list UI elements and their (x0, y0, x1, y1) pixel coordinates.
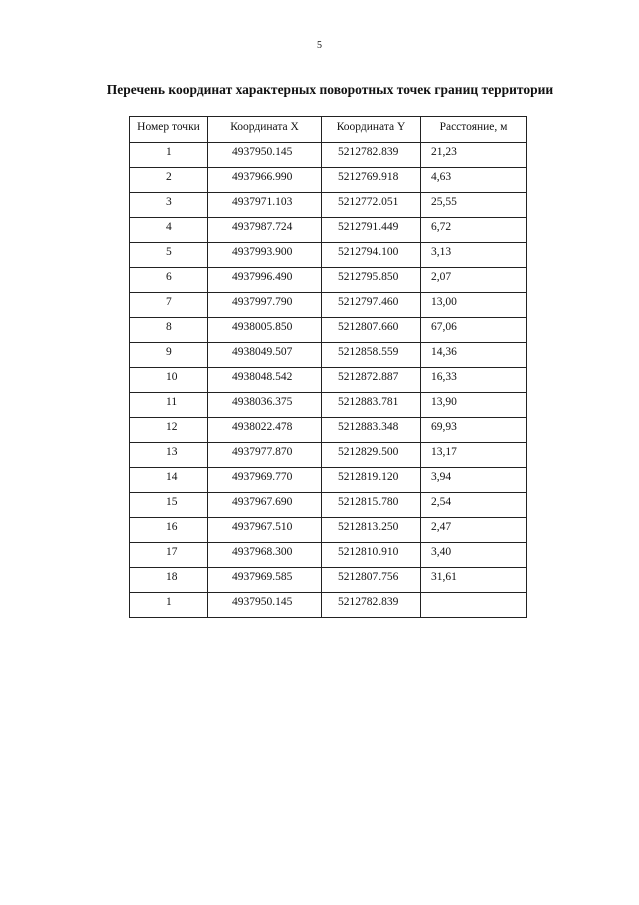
table-row (130, 418, 527, 443)
cell-distance: 67,06 (421, 318, 527, 343)
cell-coordinate-y: 5212772.051 (322, 193, 421, 218)
cell-coordinate-y: 5212797.460 (322, 293, 421, 318)
cell-distance: 3,13 (421, 243, 527, 268)
cell-point-number: 17 (130, 543, 208, 568)
table-row (130, 368, 527, 393)
cell-coordinate-x: 4937971.103 (208, 193, 322, 218)
cell-point-number: 3 (130, 193, 208, 218)
cell-distance: 21,23 (421, 143, 527, 168)
header-coordinate-y: Координата Y (322, 117, 421, 143)
cell-point-number: 16 (130, 518, 208, 543)
cell-distance: 69,93 (421, 418, 527, 443)
table-row (130, 543, 527, 568)
table-row (130, 168, 527, 193)
header-point-number: Номер точки (130, 117, 208, 143)
cell-point-number: 1 (130, 593, 208, 618)
cell-distance: 13,00 (421, 293, 527, 318)
cell-coordinate-y: 5212795.850 (322, 268, 421, 293)
cell-distance: 25,55 (421, 193, 527, 218)
cell-distance: 16,33 (421, 368, 527, 393)
cell-point-number: 12 (130, 418, 208, 443)
cell-coordinate-y: 5212872.887 (322, 368, 421, 393)
table-row (130, 243, 527, 268)
cell-coordinate-x: 4937987.724 (208, 218, 322, 243)
cell-coordinate-y: 5212794.100 (322, 243, 421, 268)
cell-point-number: 6 (130, 268, 208, 293)
table-row (130, 343, 527, 368)
cell-coordinate-y: 5212819.120 (322, 468, 421, 493)
cell-point-number: 2 (130, 168, 208, 193)
header-distance: Расстояние, м (421, 117, 527, 143)
table-row (130, 568, 527, 593)
cell-coordinate-x: 4937996.490 (208, 268, 322, 293)
table-row (130, 268, 527, 293)
coordinates-table (129, 116, 527, 618)
cell-coordinate-x: 4938022.478 (208, 418, 322, 443)
header-coordinate-x: Координата X (208, 117, 322, 143)
cell-coordinate-x: 4937969.770 (208, 468, 322, 493)
table-row (130, 443, 527, 468)
cell-coordinate-x: 4937950.145 (208, 143, 322, 168)
cell-distance: 2,07 (421, 268, 527, 293)
table-row (130, 493, 527, 518)
cell-coordinate-x: 4938049.507 (208, 343, 322, 368)
cell-point-number: 9 (130, 343, 208, 368)
cell-coordinate-x: 4937950.145 (208, 593, 322, 618)
cell-point-number: 4 (130, 218, 208, 243)
cell-coordinate-x: 4938005.850 (208, 318, 322, 343)
cell-distance: 4,63 (421, 168, 527, 193)
table-header-row (130, 117, 527, 143)
cell-coordinate-y: 5212858.559 (322, 343, 421, 368)
table-row (130, 318, 527, 343)
cell-coordinate-x: 4938036.375 (208, 393, 322, 418)
cell-point-number: 5 (130, 243, 208, 268)
cell-point-number: 8 (130, 318, 208, 343)
table-row (130, 143, 527, 168)
cell-coordinate-x: 4937969.585 (208, 568, 322, 593)
table-row (130, 468, 527, 493)
table-body (130, 143, 527, 618)
cell-coordinate-y: 5212807.756 (322, 568, 421, 593)
table-row (130, 593, 527, 618)
table-row (130, 393, 527, 418)
cell-distance: 13,90 (421, 393, 527, 418)
table-row (130, 518, 527, 543)
cell-coordinate-y: 5212782.839 (322, 143, 421, 168)
cell-coordinate-x: 4937997.790 (208, 293, 322, 318)
cell-point-number: 13 (130, 443, 208, 468)
cell-coordinate-x: 4937968.300 (208, 543, 322, 568)
cell-coordinate-y: 5212782.839 (322, 593, 421, 618)
cell-coordinate-x: 4938048.542 (208, 368, 322, 393)
cell-point-number: 14 (130, 468, 208, 493)
cell-distance: 6,72 (421, 218, 527, 243)
cell-distance (421, 593, 527, 618)
cell-coordinate-y: 5212791.449 (322, 218, 421, 243)
cell-distance: 13,17 (421, 443, 527, 468)
cell-coordinate-y: 5212815.780 (322, 493, 421, 518)
cell-distance: 3,94 (421, 468, 527, 493)
table-row (130, 293, 527, 318)
document-title: Перечень координат характерных поворотных точек границ территории (106, 82, 554, 97)
cell-coordinate-y: 5212769.918 (322, 168, 421, 193)
cell-coordinate-y: 5212807.660 (322, 318, 421, 343)
cell-coordinate-x: 4937993.900 (208, 243, 322, 268)
cell-distance: 14,36 (421, 343, 527, 368)
cell-point-number: 15 (130, 493, 208, 518)
page-number: 5 (317, 40, 322, 51)
cell-coordinate-y: 5212883.348 (322, 418, 421, 443)
cell-coordinate-x: 4937967.690 (208, 493, 322, 518)
cell-distance: 3,40 (421, 543, 527, 568)
cell-point-number: 1 (130, 143, 208, 168)
cell-point-number: 18 (130, 568, 208, 593)
cell-distance: 31,61 (421, 568, 527, 593)
cell-coordinate-x: 4937967.510 (208, 518, 322, 543)
cell-point-number: 11 (130, 393, 208, 418)
cell-coordinate-y: 5212829.500 (322, 443, 421, 468)
cell-coordinate-y: 5212883.781 (322, 393, 421, 418)
cell-distance: 2,47 (421, 518, 527, 543)
cell-coordinate-y: 5212813.250 (322, 518, 421, 543)
cell-coordinate-x: 4937966.990 (208, 168, 322, 193)
cell-point-number: 10 (130, 368, 208, 393)
cell-coordinate-y: 5212810.910 (322, 543, 421, 568)
table-row (130, 218, 527, 243)
cell-distance: 2,54 (421, 493, 527, 518)
table-row (130, 193, 527, 218)
cell-point-number: 7 (130, 293, 208, 318)
cell-coordinate-x: 4937977.870 (208, 443, 322, 468)
